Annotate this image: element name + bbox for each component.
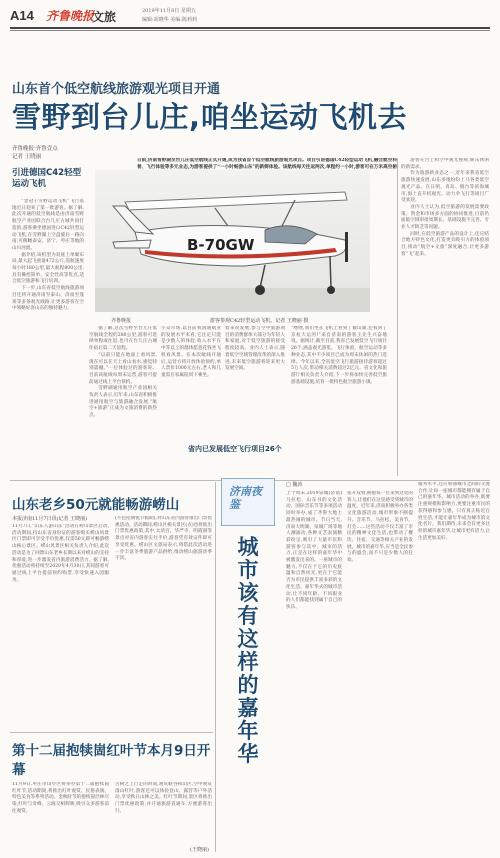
lead-subhead: 引进德国C42轻型运动飞机 — [12, 168, 82, 189]
promo-column-1: 11月7日,“山东人游山东”活动在崂山景区启动,活动期间,持山东省身份证的游客购买崂山风景区门票即可享受半价优惠,仅需50元即可畅游崂山核心景区。崂山风景区相关负责人介绍,此次活动是为了回馈山东老乡长期以来对崂山的支持和厚爱,进一步激发省内旅游消费活力。据了解,优惠活动将持续至2020年4月30日,其间游客可通过线上平台提前预约购票,享受快速入园服务。 — [12, 524, 109, 583]
paragraph: 据了解,这次雪野至台儿庄低空航线全程约280公里,游客可选择单程或往返,也可在台儿庄古城住宿后第二天返程。 — [89, 326, 157, 352]
essay-column-2: 张开双臂,拥抱每一位来到这里的客人,让他们在这里感受到城市的温度。近年来,济南积极举办各类文化旅游活动,城市形象不断提升。音乐节、马拉松、美食节、灯会……这些活动不仅丰富了市民的精神文化生活,也带动了餐饮、住宿、交通等相关产业的发展。城市的嘉年华,应当是全民参与的盛会,而不只是少数人的狂欢。 — [347, 491, 413, 564]
section-divider — [10, 732, 213, 733]
page-number: A14 — [10, 8, 34, 23]
festival-headline: 第十二届抱犊崮红叶节本月9日开幕 — [12, 743, 211, 778]
lead-column-3: 小众市场,以目前我国通航业的发展水平来看,它注定只能是少数人的体验,收入水平在中等以上的群体愿意花钱坐飞机看风景。在本次航线开通后,运营方将开放体验预约,单人票价1000元左右,老人和儿童需在家属陪同下乘坐。 — [161, 326, 221, 378]
festival-column-1: 11月9日,枣庄市山亭区将举办第十二届抱犊崮红叶节,活动期间,将推出红叶观赏、民俗表演、特色美食等系列活动。金秋时节的抱犊崮层林尽染,红叶与奇峰、云海交相辉映,吸引众多游客前往观赏。 — [12, 782, 109, 814]
column-logo-text: 济南夜鉴 — [229, 485, 262, 511]
promo-byline: 本报济南11月7日讯(记者 王晓丽) — [12, 516, 88, 522]
lead-column-4: 着来说发展,参与空中旅游项目的消费群体大部分为年轻人和家庭,对于低空旅游的接受程度较高。业内人士表示,随着低空空域管理改革的深入推进,未来低空旅游将迎来更大发展空间。 — [225, 326, 285, 372]
paragraph: “金冠子雪野运动飞机”飞行基地近日迎来了第一批游客。据了解,此次开通的低空航线是由济南雪野航空产业园联合台儿庄古城共同打造的,游客乘坐德国进口C42轻型运动飞机,在雪野湖上空盘旋后一路向南,可俯瞰泰安、济宁、枣庄等地的山川河流。 — [12, 199, 84, 251]
newspaper-brand-logo: 齐鲁晚报 — [46, 9, 95, 23]
paragraph: 下一步,山东省低空航线旅游项目还将开通济南至泰山、济南至蓬莱等多条观光线路,让更多游客在空中领略好客山东的独特魅力。 — [12, 286, 84, 312]
paragraph: 业内人士认为,低空旅游的发展需要政策、资金和市场多方面的协同推进,目前仍面临空域审批周期长、基础设施不完善、专业人才缺乏等问题。 — [401, 204, 489, 231]
column-rule — [397, 158, 398, 476]
essay-title: 城市该有这样的嘉年华 — [237, 535, 259, 766]
festival-signature: (王晓丽) — [190, 847, 209, 853]
essay-author: □ 魏涛 — [286, 482, 303, 488]
lead-kicker: 山东首个低空航线旅游观光项目开通 — [12, 82, 221, 97]
lead-photo-plane — [95, 170, 370, 312]
lead-headline: 雪野到台儿庄,咱坐运动飞机去 — [12, 100, 408, 134]
paragraph: 同时,在低空旅游产品的设计上,还应结合地方特色文化,打造更具吸引力的体验项目,推动“航空+文旅”深度融合,让更多游客“飞”起来。 — [401, 231, 489, 257]
paragraph: “以前只能在地面上看风景,现在可以在天上看山看水,感觉特别震撼。”一位体验过的游客说。目前该航线每周末运营,游客可提前通过线上平台预约。 — [89, 352, 157, 385]
essay-column-1: 上个周末,2019泉城(济南)马拉松、山东书的文化活动、国际音乐节等多项活动同时举办,成了齐鲁大地上最热闹的城市。节日当天,济南大明湖、泉城广场等地人潮涌动,各种文艺表演精彩纷呈,吸引了大量市民和游客参与其中。城市的活力,正是在这样的嘉年华中被激发出来的。一座城市的魅力,不仅在于它的历史底蕴和自然风光,更在于它能否为市民提供丰富多彩的文化生活。嘉年华式的城市活动,让不同年龄、不同职业的人们都能找到属于自己的快乐。 — [286, 491, 342, 610]
plane-registration: B-70GW — [187, 236, 255, 254]
paragraph: 雪野湖通用航空产业园相关负责人表示,近年来,山东省积极推进通用航空与旅游融合发展,“航空+旅游”正成为文旅消费的新热点。 — [89, 386, 157, 419]
side-subhead: 省内已发展低空飞行项目26个 — [188, 445, 282, 453]
lead-column-5: “嘿嘿,我们坐在飞机上看到了微山湖,还看到了京杭大运河!”来自济南的游客王先生兴奋地说。据统计,截至目前,我省已发展低空飞行项目26个,涵盖观光游览、飞行体验、航空运动等多种业态,其中不少项目已成为周末休闲的热门选择。今年以来,全省低空飞行旅游接待游客超过5万人次,带动相关消费超过2亿元。省文化和旅游厅相关负责人介绍,下一步将加快完善低空旅游基础设施,培育一批特色航空旅游小镇。 — [291, 326, 387, 385]
paragraph: 据介绍,该机型为双座上单翼布局,最大起飞重量472公斤,巡航速度每小时180公里,最大航程800公里,具有操控简单、安全性高等优点,适合低空旅游和飞行培训。 — [12, 252, 84, 285]
photo-author: 齐鲁晚报 — [111, 318, 132, 324]
masthead-rule-thin — [10, 30, 490, 31]
lead-column-1 — [12, 199, 84, 476]
section-title: 文旅 — [92, 10, 117, 24]
essay-column-3: 服务水平,还应加强城市之间的交流合作,让每一座城市都能拥有属于自己的嘉年华。城市活动的举办,既要注重规模和影响力,更要注重市民的获得感和参与感。只有真正贴近百姓生活,才能让嘉年华成为城市的文化名片。我们期待,未来会有更多这样的城市嘉年华,让城市更有活力,让生活更加美好。 — [418, 482, 490, 541]
lead-intro: 日前,济南雪野湖至台儿庄低空航线正式开通,成为我省首个低空航线旅游观光项目。项目引进德国C42轻型运动飞机,融合航空科普、飞行体验等多元业态,为游客提供了“一小时畅游山东”的新鲜体验。该航线每天往返两次,单程约一小时,游客可在万米高空俯 — [137, 158, 397, 170]
masthead-rule — [10, 27, 490, 29]
lead-column-2 — [89, 326, 157, 476]
promo-column-2: (不包括满悦节假期),对山东省内游客推出门票优惠活动。活动期间,崂山区相关景区(点)也将推出门票优惠政策,其中,太清宫、华严寺、明霞洞等景点对省内游客实行半价,游客凭有效证件即可享受优惠。崂山区文旅局表示,将借此次活动进一步丰富冬季旅游产品供给,推动崂山旅游淡季不淡。 — [115, 516, 212, 562]
paragraph: 游客在台上和空中观光视频,娱乐休闲的新需求。 — [401, 158, 489, 170]
photo-caption: 游客参观C42轻型运动飞机。记者 王晓丽 摄 — [210, 318, 309, 324]
festival-column-2: 古树之上行走的时间,观赏峡谷和山区,空中观赏漫山红叶,游客还可以体验登山、露营等户外活动,享受秋日山林之美。红叶节期间,景区将推出门票优惠政策,并开通旅游直通车,方便游客出行。 — [115, 782, 212, 814]
paragraph: 作为旅游新业态之一,近年来我省低空旅游快速发展,山东多地纷纷上马各类低空观光产品。在日照、青岛、烟台等滨海城市,海上直升机观光、动力伞飞行等项目广受欢迎。 — [401, 171, 489, 204]
lead-byline-reporter: 记者 王晓丽 — [12, 154, 42, 160]
editor-credits: 编辑:胡晓华 美编:陈莉莉 — [142, 17, 197, 23]
lead-byline-outlet: 齐鲁晚报·齐鲁壹点 — [12, 146, 58, 152]
issue-date: 2019年11月8日 星期五 — [142, 8, 196, 14]
promo-headline: 山东老乡50元就能畅游崂山 — [12, 497, 180, 513]
column-rule — [215, 482, 216, 852]
lead-column-6 — [401, 158, 489, 476]
